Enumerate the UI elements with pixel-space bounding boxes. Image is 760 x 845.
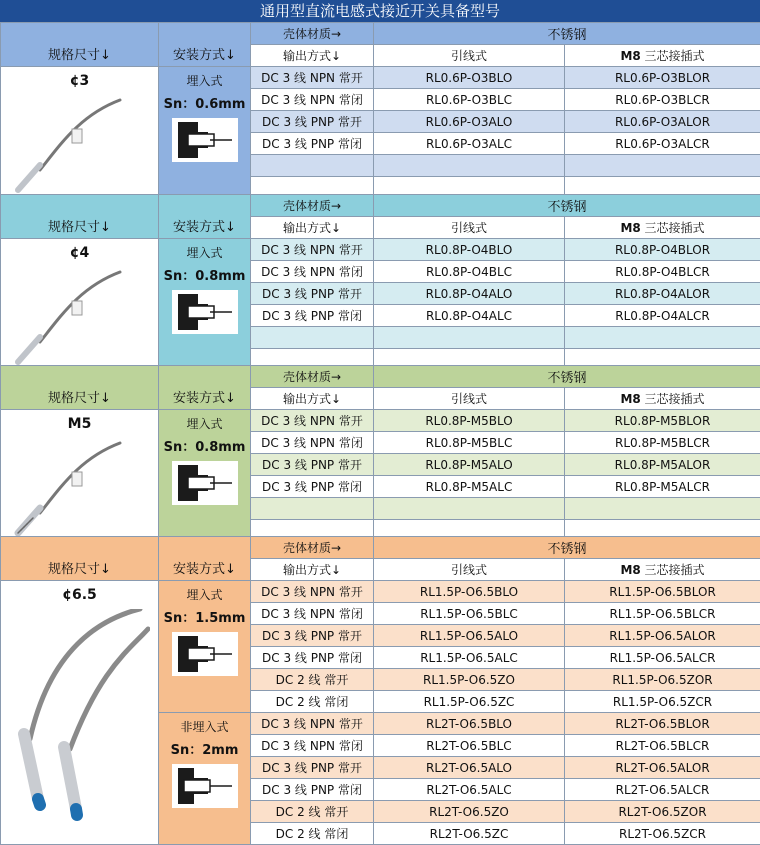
output-method-header: 输出方式↓: [251, 45, 374, 67]
lead-model-cell: RL2T-O6.5ALO: [374, 757, 565, 779]
sensor-image-cell: [1, 581, 159, 845]
m8-model-cell: RL0.8P-O4ALCR: [565, 305, 760, 327]
m8-model-cell: [565, 498, 760, 520]
output-type-cell: DC 3 线 NPN 常闭: [251, 603, 374, 625]
m8-model-cell: RL1.5P-O6.5ALOR: [565, 625, 760, 647]
output-method-header: 输出方式↓: [251, 388, 374, 410]
material-value: 不锈钢: [374, 23, 760, 45]
output-type-cell: DC 3 线 PNP 常开: [251, 111, 374, 133]
m8-model-cell: RL0.8P-O4BLOR: [565, 239, 760, 261]
sensing-distance-label: Sn：1.5mm: [159, 607, 250, 626]
spec-size-header: 规格尺寸↓: [1, 23, 159, 67]
shell-material-header: 壳体材质→: [251, 195, 374, 217]
output-type-cell: DC 3 线 PNP 常开: [251, 283, 374, 305]
mount-type-cell: [159, 239, 251, 371]
output-type-cell: DC 3 线 PNP 常开: [251, 454, 374, 476]
spec-size-header: 规格尺寸↓: [1, 195, 159, 239]
sensing-distance-label: Sn：0.6mm: [159, 93, 250, 112]
output-type-cell: DC 3 线 PNP 常闭: [251, 133, 374, 155]
sensor-image-cell: [1, 239, 159, 371]
lead-model-cell: RL0.8P-O4ALO: [374, 283, 565, 305]
lead-model-cell: RL0.6P-O3BLC: [374, 89, 565, 111]
lead-model-cell: RL0.8P-M5ALC: [374, 476, 565, 498]
m8-model-cell: RL1.5P-O6.5ALCR: [565, 647, 760, 669]
output-type-cell: DC 3 线 NPN 常闭: [251, 261, 374, 283]
sensor-size-label: ¢4: [1, 245, 158, 261]
output-type-cell: [251, 155, 374, 177]
mount-type-label: 埋入式: [159, 72, 250, 89]
m8-model-cell: RL1.5P-O6.5ZCR: [565, 691, 760, 713]
output-type-cell: DC 3 线 NPN 常开: [251, 581, 374, 603]
material-value: 不锈钢: [374, 195, 760, 217]
lead-model-cell: RL2T-O6.5ZC: [374, 823, 565, 845]
m8-model-cell: RL0.8P-M5ALCR: [565, 476, 760, 498]
m8-model-cell: RL0.8P-M5BLCR: [565, 432, 760, 454]
lead-model-cell: RL1.5P-O6.5ALO: [374, 625, 565, 647]
m8-model-cell: RL0.6P-O3BLOR: [565, 67, 760, 89]
m8-label: M8: [620, 563, 640, 577]
m8-connector-header: [565, 217, 760, 239]
sensing-distance-label: Sn：0.8mm: [159, 436, 250, 455]
lead-model-cell: RL0.8P-O4BLC: [374, 261, 565, 283]
m8-suffix-label: 三芯接插式: [641, 392, 705, 406]
lead-model-cell: [374, 327, 565, 349]
output-type-cell: DC 2 线 常开: [251, 669, 374, 691]
mount-method-header: 安装方式↓: [159, 195, 251, 239]
m8-label: M8: [620, 392, 640, 406]
m8-suffix-label: 三芯接插式: [641, 49, 705, 63]
header-row: [1, 195, 760, 217]
shell-material-header: 壳体材质→: [251, 537, 374, 559]
sensor-photo-icon: [10, 267, 150, 367]
output-type-cell: DC 3 线 NPN 常开: [251, 239, 374, 261]
mount-type-label: 埋入式: [159, 415, 250, 432]
output-type-cell: DC 3 线 NPN 常开: [251, 713, 374, 735]
mount-method-header: 安装方式↓: [159, 366, 251, 410]
mount-method-header: 安装方式↓: [159, 23, 251, 67]
m8-model-cell: [565, 155, 760, 177]
lead-model-cell: RL0.6P-O3ALO: [374, 111, 565, 133]
m8-model-cell: RL2T-O6.5ALOR: [565, 757, 760, 779]
m8-model-cell: RL0.6P-O3BLCR: [565, 89, 760, 111]
mount-type-cell: [159, 581, 251, 713]
lead-model-cell: RL0.8P-M5BLO: [374, 410, 565, 432]
lead-type-header: 引线式: [374, 559, 565, 581]
section-table: [0, 365, 760, 542]
m8-model-cell: RL0.6P-O3ALCR: [565, 133, 760, 155]
mount-type-cell: [159, 410, 251, 542]
lead-model-cell: RL2T-O6.5BLO: [374, 713, 565, 735]
output-type-cell: DC 3 线 NPN 常闭: [251, 735, 374, 757]
m8-model-cell: RL2T-O6.5ALCR: [565, 779, 760, 801]
m8-model-cell: RL0.6P-O3ALOR: [565, 111, 760, 133]
non-flush-mount-diagram-icon: [172, 764, 238, 808]
lead-type-header: 引线式: [374, 388, 565, 410]
output-type-cell: DC 2 线 常闭: [251, 691, 374, 713]
output-type-cell: DC 3 线 PNP 常开: [251, 757, 374, 779]
table-row: [1, 581, 760, 603]
mount-method-header: 安装方式↓: [159, 537, 251, 581]
sensor-image-cell: [1, 410, 159, 542]
output-type-cell: DC 2 线 常闭: [251, 823, 374, 845]
sensor-image-cell: [1, 67, 159, 199]
lead-model-cell: RL0.6P-O3BLO: [374, 67, 565, 89]
lead-model-cell: RL2T-O6.5ALC: [374, 779, 565, 801]
flush-mount-diagram-icon: [172, 290, 238, 334]
sensor-size-label: M5: [1, 416, 158, 432]
output-type-cell: DC 3 线 NPN 常闭: [251, 432, 374, 454]
output-method-header: 输出方式↓: [251, 217, 374, 239]
flush-mount-diagram-icon: [172, 632, 238, 676]
mount-type-cell: [159, 713, 251, 845]
m8-model-cell: RL1.5P-O6.5ZOR: [565, 669, 760, 691]
lead-model-cell: RL1.5P-O6.5ALC: [374, 647, 565, 669]
output-type-cell: DC 3 线 PNP 常闭: [251, 647, 374, 669]
sensor-photo-icon: [10, 438, 150, 538]
flush-mount-diagram-icon: [172, 461, 238, 505]
lead-model-cell: RL2T-O6.5ZO: [374, 801, 565, 823]
mount-type-label: 埋入式: [159, 244, 250, 261]
output-type-cell: DC 3 线 PNP 常闭: [251, 779, 374, 801]
m8-connector-header: [565, 388, 760, 410]
m8-model-cell: RL2T-O6.5ZCR: [565, 823, 760, 845]
material-value: 不锈钢: [374, 537, 760, 559]
m8-suffix-label: 三芯接插式: [641, 563, 705, 577]
shell-material-header: 壳体材质→: [251, 23, 374, 45]
table-row: [1, 410, 760, 432]
header-row: [1, 366, 760, 388]
sensor-size-label: ¢3: [1, 73, 158, 89]
lead-model-cell: RL0.8P-O4ALC: [374, 305, 565, 327]
mount-type-label: 非埋入式: [159, 718, 250, 735]
lead-model-cell: RL0.8P-M5BLC: [374, 432, 565, 454]
page-title: 通用型直流电感式接近开关具备型号: [0, 0, 760, 22]
sensing-distance-label: Sn：0.8mm: [159, 265, 250, 284]
m8-label: M8: [620, 221, 640, 235]
lead-model-cell: [374, 155, 565, 177]
lead-model-cell: RL0.8P-M5ALO: [374, 454, 565, 476]
lead-model-cell: RL1.5P-O6.5ZC: [374, 691, 565, 713]
spec-size-header: 规格尺寸↓: [1, 537, 159, 581]
header-row: [1, 23, 760, 45]
m8-model-cell: [565, 327, 760, 349]
lead-model-cell: [374, 498, 565, 520]
shell-material-header: 壳体材质→: [251, 366, 374, 388]
section-table: [0, 536, 760, 845]
output-type-cell: DC 3 线 PNP 常闭: [251, 305, 374, 327]
output-type-cell: [251, 327, 374, 349]
sensor-size-label: ¢6.5: [1, 587, 158, 603]
output-type-cell: DC 3 线 NPN 常闭: [251, 89, 374, 111]
m8-connector-header: [565, 559, 760, 581]
table-row: [1, 67, 760, 89]
m8-model-cell: RL0.8P-M5ALOR: [565, 454, 760, 476]
output-type-cell: DC 3 线 NPN 常开: [251, 67, 374, 89]
sensor-photo-icon: [10, 95, 150, 195]
m8-label: M8: [620, 49, 640, 63]
m8-model-cell: RL0.8P-M5BLOR: [565, 410, 760, 432]
m8-connector-header: [565, 45, 760, 67]
lead-model-cell: RL1.5P-O6.5ZO: [374, 669, 565, 691]
sensing-distance-label: Sn：2mm: [159, 739, 250, 758]
lead-type-header: 引线式: [374, 217, 565, 239]
table-row: [1, 239, 760, 261]
output-method-header: 输出方式↓: [251, 559, 374, 581]
lead-model-cell: RL1.5P-O6.5BLO: [374, 581, 565, 603]
m8-model-cell: RL0.8P-O4ALOR: [565, 283, 760, 305]
sensor-photo-icon: [10, 609, 150, 839]
lead-model-cell: RL2T-O6.5BLC: [374, 735, 565, 757]
header-row: [1, 537, 760, 559]
m8-model-cell: RL1.5P-O6.5BLOR: [565, 581, 760, 603]
lead-model-cell: RL0.8P-O4BLO: [374, 239, 565, 261]
m8-suffix-label: 三芯接插式: [641, 221, 705, 235]
output-type-cell: DC 2 线 常开: [251, 801, 374, 823]
lead-model-cell: RL1.5P-O6.5BLC: [374, 603, 565, 625]
output-type-cell: DC 3 线 PNP 常开: [251, 625, 374, 647]
output-type-cell: DC 3 线 PNP 常闭: [251, 476, 374, 498]
m8-model-cell: RL2T-O6.5BLOR: [565, 713, 760, 735]
m8-model-cell: RL2T-O6.5BLCR: [565, 735, 760, 757]
output-type-cell: [251, 498, 374, 520]
section-table: [0, 22, 760, 199]
m8-model-cell: RL0.8P-O4BLCR: [565, 261, 760, 283]
m8-model-cell: RL1.5P-O6.5BLCR: [565, 603, 760, 625]
flush-mount-diagram-icon: [172, 118, 238, 162]
lead-model-cell: RL0.6P-O3ALC: [374, 133, 565, 155]
material-value: 不锈钢: [374, 366, 760, 388]
mount-type-label: 埋入式: [159, 586, 250, 603]
section-table: [0, 194, 760, 371]
lead-type-header: 引线式: [374, 45, 565, 67]
output-type-cell: DC 3 线 NPN 常开: [251, 410, 374, 432]
m8-model-cell: RL2T-O6.5ZOR: [565, 801, 760, 823]
mount-type-cell: [159, 67, 251, 199]
spec-size-header: 规格尺寸↓: [1, 366, 159, 410]
